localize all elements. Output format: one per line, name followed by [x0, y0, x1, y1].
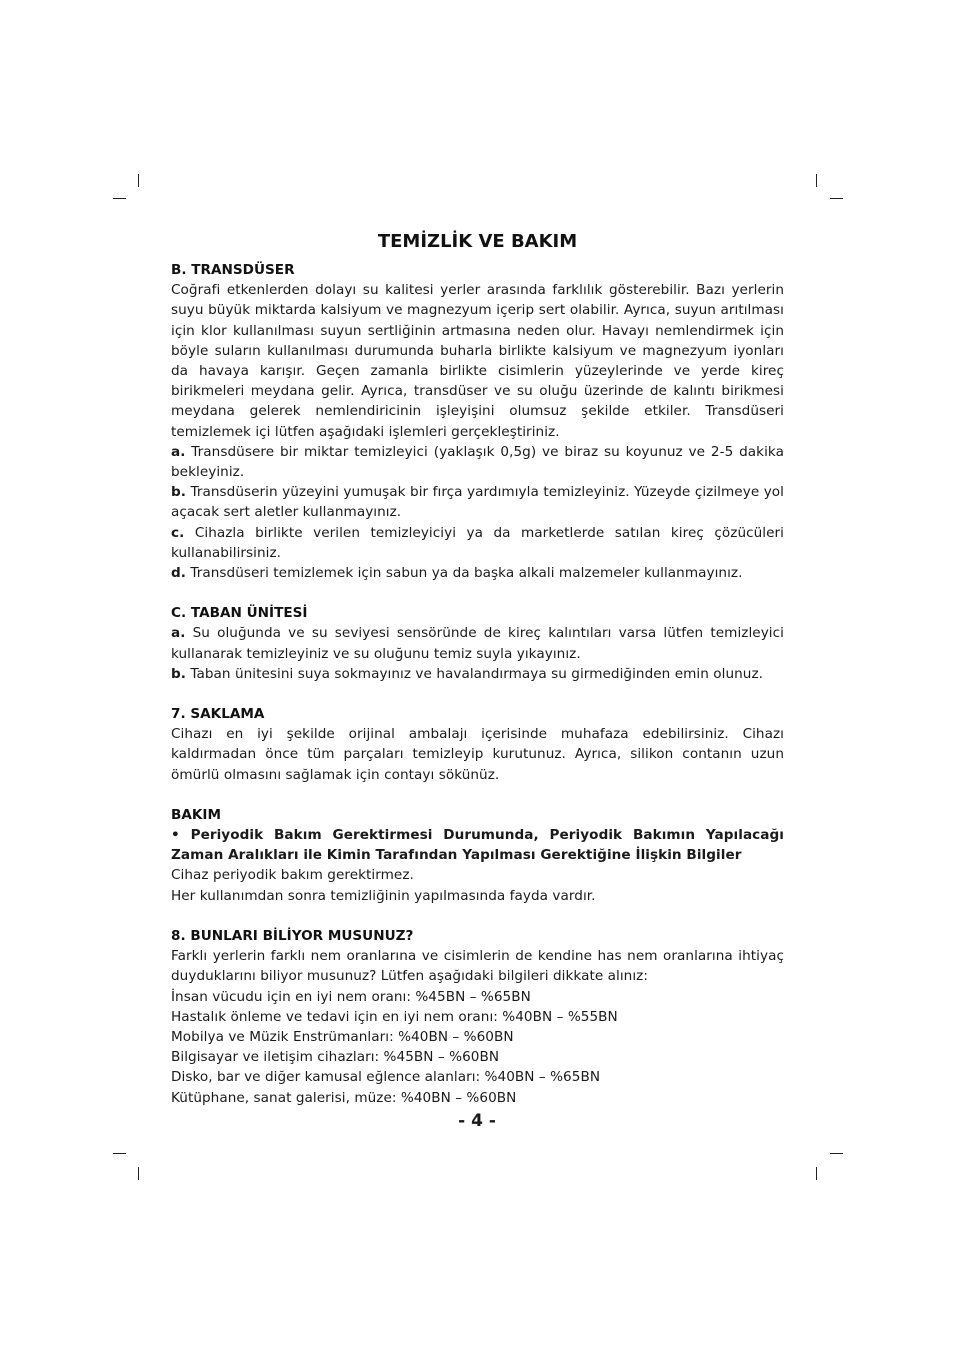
section-heading-transduser: B. TRANSDÜSER	[171, 262, 295, 278]
humidity-line: Mobilya ve Müzik Enstrümanları: %40BN – %60BN	[171, 1028, 514, 1045]
taban-item-b	[171, 664, 784, 684]
item-label: c.	[171, 524, 185, 541]
item-label: a.	[171, 443, 186, 460]
crop-mark-bottom-right-vertical	[816, 1167, 817, 1180]
section-heading-biliyor: 8. BUNLARI BİLİYOR MUSUNUZ?	[171, 927, 414, 944]
humidity-line: Bilgisayar ve iletişim cihazları: %45BN – %60BN	[171, 1049, 500, 1066]
section-heading-taban: C. TABAN ÜNİTESİ	[171, 605, 308, 622]
section-taban	[171, 603, 784, 684]
section-transduser	[171, 260, 784, 583]
crop-mark-top-right-vertical	[816, 174, 817, 187]
transduser-item-d	[171, 563, 784, 583]
crop-mark-top-right-horizontal	[830, 198, 843, 199]
item-text: Su oluğunda ve su seviyesi sensöründe de kireç kalıntıları varsa lütfen temizleyici kullanarak temizleyiniz ve su oluğunu temiz suyla yıkayınız.	[171, 625, 784, 662]
humidity-line: İnsan vücudu için en iyi nem oranı: %45BN – %65BN	[171, 988, 531, 1005]
crop-mark-bottom-left-vertical	[138, 1167, 139, 1180]
crop-mark-bottom-left-horizontal	[113, 1153, 126, 1154]
item-label: b.	[171, 484, 186, 501]
biliyor-intro: Farklı yerlerin farklı nem oranlarına ve cisimlerin de kendine has nem oranlarına ihtiyaç duyduklarını biliyor musunuz? Lütfen aşağıdaki bilgileri dikkate alınız:	[171, 948, 784, 985]
transduser-item-a	[171, 442, 784, 482]
item-label: d.	[171, 565, 186, 582]
section-heading-bakim: BAKIM	[171, 806, 222, 823]
item-text: Cihazla birlikte verilen temizleyiciyi ya da marketlerde satılan kireç çözücüleri kullanabilirsiniz.	[171, 524, 785, 561]
crop-mark-top-left-horizontal	[113, 198, 126, 199]
transduser-item-b	[171, 482, 784, 522]
humidity-line: Hastalık önleme ve tedavi için en iyi nem oranı: %40BN – %55BN	[171, 1008, 618, 1025]
section-heading-saklama: 7. SAKLAMA	[171, 706, 265, 723]
page-number: - 4 -	[458, 1111, 496, 1131]
section-biliyor	[171, 926, 784, 1108]
saklama-text: Cihazı en iyi şekilde orijinal ambalajı içerisinde muhafaza edebilirsiniz. Cihazı kaldırmadan önce tüm parçaları temizleyip kurutunuz. Ayrıca, silikon contanın uzun ömürlü olmasını sağlamak için contayı sökünüz.	[171, 726, 784, 783]
section-saklama	[171, 704, 784, 785]
bakim-line-2: Her kullanımdan sonra temizliğinin yapılmasında fayda vardır.	[171, 887, 596, 904]
page-title: TEMİZLİK VE BAKIM	[377, 231, 578, 252]
crop-mark-bottom-right-horizontal	[830, 1153, 843, 1154]
bakim-line-1: Cihaz periyodik bakım gerektirmez.	[171, 867, 414, 884]
taban-item-a	[171, 623, 784, 663]
humidity-line: Kütüphane, sanat galerisi, müze: %40BN – %60BN	[171, 1089, 517, 1106]
bakim-lead: • Periyodik Bakım Gerektirmesi Durumunda, Periyodik Bakımın Yapılacağı Zaman Aralıkları ile Kimin Tarafından Yapılması Gerektiğine İlişkin Bilgiler	[171, 827, 784, 864]
transduser-item-c	[171, 523, 784, 563]
section-bakim	[171, 805, 784, 906]
item-label: a.	[171, 625, 186, 642]
item-text: Transdüsere bir miktar temizleyici (yaklaşık 0,5g) ve biraz su koyunuz ve 2-5 dakika bekleyiniz.	[171, 443, 784, 481]
item-text: Transdüseri temizlemek için sabun ya da başka alkali malzemeler kullanmayınız.	[190, 565, 743, 582]
item-label: b.	[171, 665, 186, 682]
item-text: Transdüserin yüzeyini yumuşak bir fırça yardımıyla temizleyiniz. Yüzeyde çizilmeye yol açacak sert aletler kullanmayınız.	[171, 484, 784, 521]
document-page	[171, 228, 784, 1108]
crop-mark-top-left-vertical	[138, 174, 139, 187]
humidity-line: Disko, bar ve diğer kamusal eğlence alanları: %40BN – %65BN	[171, 1069, 601, 1086]
transduser-intro: Coğrafi etkenlerden dolayı su kalitesi yerler arasında farklılık gösterebilir. Bazı yerlerin suyu büyük miktarda kalsiyum ve magnezyum içerip sert olabilir. Ayrıca, suyun arıtılması için klor kullanılması suyun sertliğinin artmasına neden olur. Havayı nemlendirmek için böyle suların kullanılması durumunda buharla birlikte kalsiyum ve magnezyum iyonları da havaya karışır. Geçen zamanla birlikte cisimlerin yüzeylerinde ve yerde kireç birikmeleri meydana gelir. Ayrıca, transdüser ve su oluğu üzerinde de kalıntı birikmesi meydana gelerek nemlendiricinin işleyişini olumsuz şekilde etkiler. Transdüseri temizlemek içi lütfen aşağıdaki işlemleri gerçekleştiriniz.	[171, 282, 784, 440]
item-text: Taban ünitesini suya sokmayınız ve havalandırmaya su girmediğinden emin olunuz.	[190, 665, 764, 682]
